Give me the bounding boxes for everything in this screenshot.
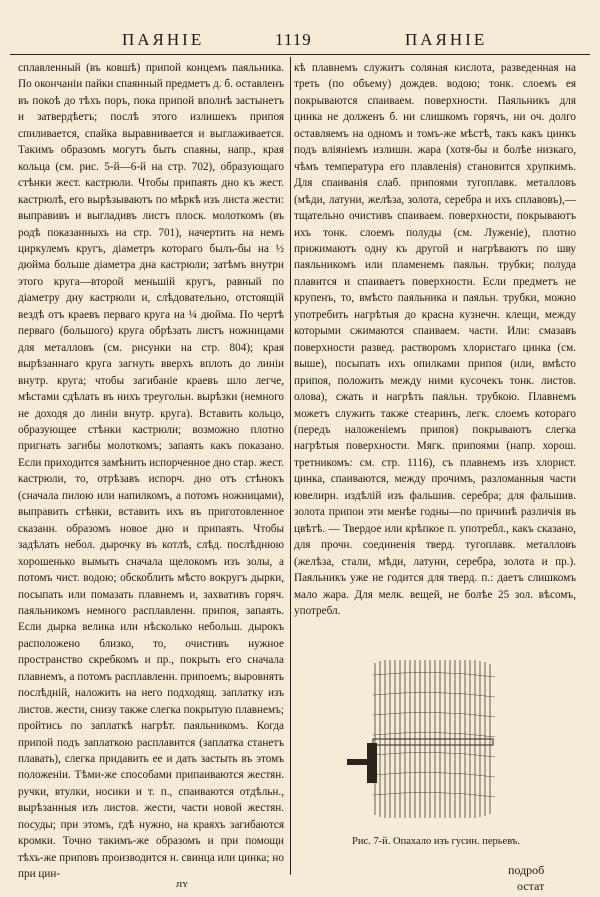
header-rule: [10, 54, 590, 55]
footer-catchword-1: подроб: [508, 863, 545, 877]
figure-caption: Рис. 7-й. Опахало изъ гусин. перьевъ.: [352, 836, 520, 847]
header-right-word: ПАЯНІЕ: [405, 30, 488, 49]
column-divider: [290, 57, 291, 875]
left-column: [18, 60, 284, 883]
running-header: [0, 30, 600, 52]
right-column-text: кѣ плавнемъ служитъ соляная кислота, разведенная на треть (по объему) дождев. водою; тонк. слоемъ ея покрываются спаиваем. поверхности. Паяльникъ для цинка не долженъ б. ни слишкомъ горячъ, ни оч. долго оставляемъ на одномъ и томъ-же мѣстѣ, такъ какъ цинкъ подъ вліяніемъ излишн. жара (хотя-бы и болѣе низкаго, чѣмъ температура его плавленія) становится хрупкимъ. Для спаиванія слаб. припоями тугоплавк. металловъ (мѣди, латуни, желѣза, золота, серебра и ихъ сплавовъ),—тщательно очистивъ спаиваем. поверхности, покрываютъ ихъ тонк. слоемъ полуды (см. Луженіе), плотно прижимаютъ одну къ другой и нагрѣваютъ по шву паяльникомъ или пламенемъ паяльн. трубки; полуда плавится и спаиваетъ поверхности. Если предметъ не крупенъ, то, вмѣсто паяльника и паяльн. трубки, можно употребить нагрѣтыя до красна кузнечн. клещи, между которыми сжимаются спаиваем. части. Или: смазавъ поверхности развед. растворомъ хлористаго цинка (см. выше), посыпать ихъ опилками припоя (или, вмѣсто припоя, положить между ними кусочекъ тонк. листов. олова), сжать и нагрѣть паяльн. трубкою. Плавнемъ можетъ служить также стеаринъ, легк. слоемъ котораго (передъ наложеніемъ припоя) покрываютъ слегка нагрѣтыя поверхности. Мягк. припоями (напр. хорош. третникомъ: см. стр. 1116), съ плавнемъ изъ хлорист. цинка, спаиваются, между прочимъ, разломанныя части ювелирн. издѣлій изъ фальшив. серебра; для фальшив. золота припои эти менѣе годны—по причинѣ различія въ цвѣтѣ. — Твердое или крѣпкое п. употребл., какъ сказано, для прочн. соединенія тверд. тугоплавк. металловъ (желѣза, стали, мѣди, латуни, серебра, золота и пр.). Паяльникъ уже не годится для тверд. п.: даетъ слишкомъ мало жара. Для мелк. вещей, не болѣе 25 зол. вѣсомъ, употребл.: [294, 62, 576, 617]
page-number: 1119: [275, 30, 312, 49]
header-left-word: ПАЯНІЕ: [122, 30, 205, 49]
footer-catchword-2: остат: [517, 879, 545, 893]
footer-catchwords: [508, 862, 544, 894]
right-column: [294, 60, 576, 650]
footer-signature-mark: ᴊɪʏ: [176, 878, 188, 890]
feather-fan-illustration: [345, 655, 520, 830]
left-column-text: сплавленный (въ ковшѣ) припой концемъ паяльника. По окончаніи пайки спаянный предметъ д. б. оставленъ въ покоѣ до тѣхъ поръ, пока припой вполнѣ застынетъ и затвердѣетъ; послѣ этого излишекъ припоя спиливается, спайка выравнивается и выглаживается. Такимъ образомъ могутъ быть спаяны, напр., края кольца (см. рис. 5-й—6-й на стр. 702), образующаго стѣнки жест. кастрюли. Чтобы припаять дно къ жест. кастрюлѣ, его вырѣзываютъ по мѣркѣ изъ листа жести: выправивъ и выгладивъ листъ плоск. молоткомъ (въ родѣ показанныхъ на стр. 701), начертить на немъ циркулемъ кругъ, діаметръ котораго былъ-бы на ½ дюйма больше діаметра дна кастрюли; затѣмъ внутри этого круга—второй меньшій кругъ, равный по діаметру дну кастрюли и, слѣдовательно, отстоящій вездѣ отъ краевъ перваго круга на ¼ дюйма. По чертѣ перваго (большого) круга обрѣзать листъ ножницами для металловъ (см. рисунки на стр. 804); края вырѣзаннаго круга загнуть вверхъ вплоть до линіи внутр. круга; чтобы загибаніе краевъ шло легче, мѣстами сдѣлать въ нихъ треугольн. вырѣзки (немного не доходя до линіи внутр. круга). Вставить кольцо, образующее стѣнки кастрюли; возможно плотно пригнать загибы молоткомъ; запаять какъ показано. Если приходится замѣнить испорченное дно стар. жест. кастрюли, то, отрѣзавъ испорч. дно отъ стѣнокъ (сначала пилою или напилкомъ, а потомъ ножницами), выправить стѣнки, вставить ихъ въ приготовленное сказанн. образомъ новое дно и припаять. Чтобы задѣлать небол. дырочку въ котлѣ, слѣд. послѣднюю хорошенько вымыть сначала щелокомъ изъ золы, а потомъ чист. водою; обскоблить мѣсто вокругъ дырки, посыпать или помазать плавнемъ и, захвативъ горяч. паяльникомъ немного расплавленн. припоя, запаять. Если дырка велика или нѣсколько небольш. дырокъ расположено близко, то, очистивъ нужное пространство скребкомъ и пр., покрыть его сначала плавнемъ, а потомъ расплавленн. припоемъ; выровнять послѣдній, наложить на него подходящ. заплатку изъ листов. жести, снизу также слегка покрытую плавнемъ; пройтись по заплаткѣ нагрѣт. паяльникомъ. Когда припой подъ заплаткою расплавится (заплатка станетъ плавать), слегка придавить ее и дать застыть въ этомъ положеніи. Тѣми-же способами припаиваются жестян. ручки, втулки, носики и т. п., спаиваются отдѣльн., вырѣзанныя изъ листов. жести, части новой жестян. посуды; при этомъ, гдѣ нужно, на краяхъ загибаются кромки. Точно такимъ-же образомъ и при помощи тѣхъ-же приповъ производится н. свинца или цинка; но при цин-: [18, 62, 284, 881]
